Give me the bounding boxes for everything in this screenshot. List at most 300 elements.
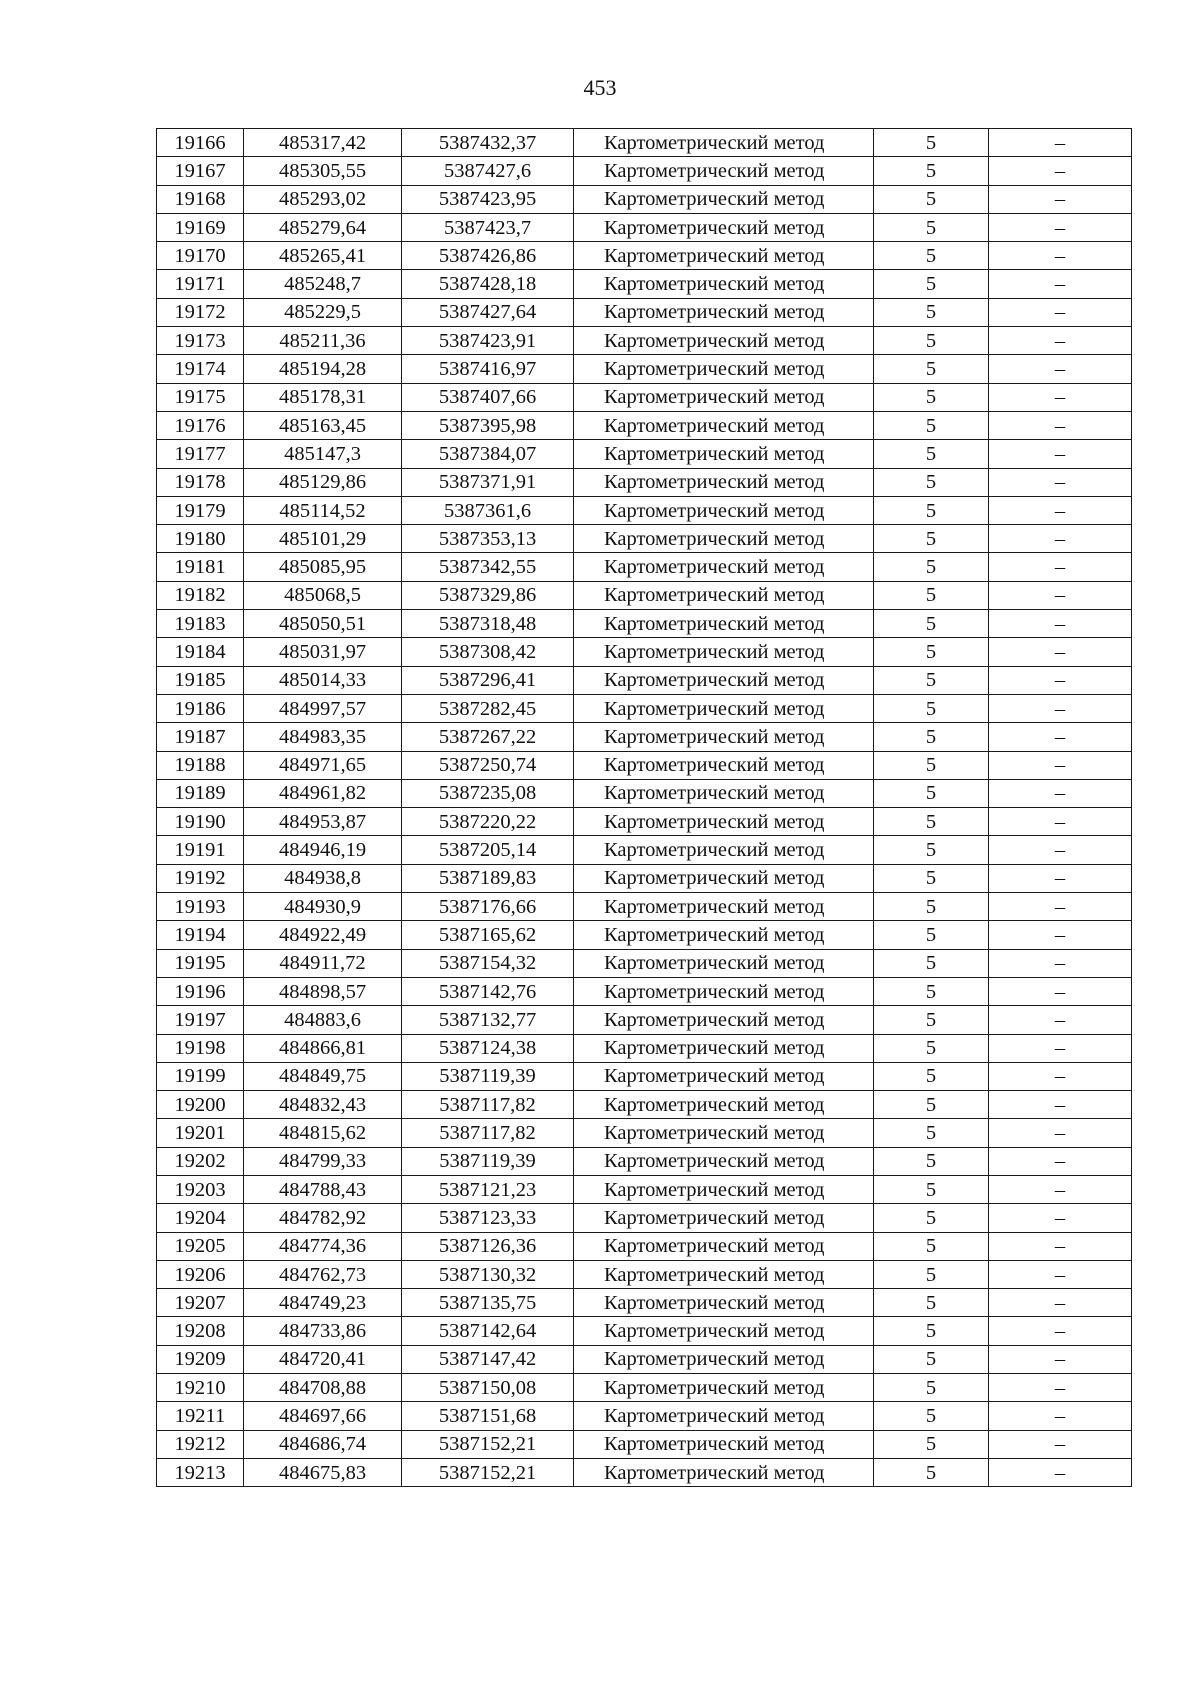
point-number-cell: 19209 bbox=[157, 1345, 244, 1373]
x-coordinate-cell: 485279,64 bbox=[244, 213, 402, 241]
x-coordinate-cell: 484961,82 bbox=[244, 779, 402, 807]
note-cell: – bbox=[989, 129, 1132, 157]
table-row bbox=[157, 411, 1132, 439]
precision-cell: 5 bbox=[874, 751, 989, 779]
method-cell: Картометрический метод bbox=[574, 1458, 874, 1486]
x-coordinate-cell: 484971,65 bbox=[244, 751, 402, 779]
point-number-cell: 19175 bbox=[157, 383, 244, 411]
note-cell: – bbox=[989, 270, 1132, 298]
table-row bbox=[157, 638, 1132, 666]
table-row bbox=[157, 327, 1132, 355]
precision-cell: 5 bbox=[874, 779, 989, 807]
x-coordinate-cell: 484762,73 bbox=[244, 1260, 402, 1288]
x-coordinate-cell: 484799,33 bbox=[244, 1147, 402, 1175]
x-coordinate-cell: 484774,36 bbox=[244, 1232, 402, 1260]
y-coordinate-cell: 5387416,97 bbox=[402, 355, 574, 383]
x-coordinate-cell: 484866,81 bbox=[244, 1034, 402, 1062]
method-cell: Картометрический метод bbox=[574, 213, 874, 241]
y-coordinate-cell: 5387395,98 bbox=[402, 411, 574, 439]
point-number-cell: 19176 bbox=[157, 411, 244, 439]
note-cell: – bbox=[989, 1175, 1132, 1203]
method-cell: Картометрический метод bbox=[574, 1289, 874, 1317]
table-row bbox=[157, 723, 1132, 751]
x-coordinate-cell: 485211,36 bbox=[244, 327, 402, 355]
table-row bbox=[157, 694, 1132, 722]
table-row bbox=[157, 666, 1132, 694]
table-row bbox=[157, 270, 1132, 298]
y-coordinate-cell: 5387361,6 bbox=[402, 496, 574, 524]
point-number-cell: 19170 bbox=[157, 242, 244, 270]
point-number-cell: 19168 bbox=[157, 185, 244, 213]
note-cell: – bbox=[989, 949, 1132, 977]
method-cell: Картометрический метод bbox=[574, 694, 874, 722]
precision-cell: 5 bbox=[874, 949, 989, 977]
coordinates-table bbox=[156, 128, 1132, 1487]
x-coordinate-cell: 485101,29 bbox=[244, 525, 402, 553]
x-coordinate-cell: 484749,23 bbox=[244, 1289, 402, 1317]
point-number-cell: 19201 bbox=[157, 1119, 244, 1147]
precision-cell: 5 bbox=[874, 1260, 989, 1288]
precision-cell: 5 bbox=[874, 610, 989, 638]
table-row bbox=[157, 129, 1132, 157]
table-row bbox=[157, 496, 1132, 524]
method-cell: Картометрический метод bbox=[574, 468, 874, 496]
precision-cell: 5 bbox=[874, 1147, 989, 1175]
point-number-cell: 19167 bbox=[157, 157, 244, 185]
x-coordinate-cell: 484733,86 bbox=[244, 1317, 402, 1345]
method-cell: Картометрический метод bbox=[574, 779, 874, 807]
x-coordinate-cell: 485031,97 bbox=[244, 638, 402, 666]
precision-cell: 5 bbox=[874, 129, 989, 157]
precision-cell: 5 bbox=[874, 638, 989, 666]
note-cell: – bbox=[989, 1458, 1132, 1486]
note-cell: – bbox=[989, 1317, 1132, 1345]
table-row bbox=[157, 213, 1132, 241]
point-number-cell: 19180 bbox=[157, 525, 244, 553]
table-row bbox=[157, 977, 1132, 1005]
x-coordinate-cell: 485147,3 bbox=[244, 440, 402, 468]
point-number-cell: 19194 bbox=[157, 921, 244, 949]
method-cell: Картометрический метод bbox=[574, 921, 874, 949]
method-cell: Картометрический метод bbox=[574, 836, 874, 864]
method-cell: Картометрический метод bbox=[574, 1147, 874, 1175]
x-coordinate-cell: 484849,75 bbox=[244, 1062, 402, 1090]
note-cell: – bbox=[989, 1006, 1132, 1034]
method-cell: Картометрический метод bbox=[574, 977, 874, 1005]
method-cell: Картометрический метод bbox=[574, 864, 874, 892]
precision-cell: 5 bbox=[874, 411, 989, 439]
point-number-cell: 19184 bbox=[157, 638, 244, 666]
y-coordinate-cell: 5387176,66 bbox=[402, 893, 574, 921]
method-cell: Картометрический метод bbox=[574, 1062, 874, 1090]
table-row bbox=[157, 1034, 1132, 1062]
method-cell: Картометрический метод bbox=[574, 298, 874, 326]
y-coordinate-cell: 5387235,08 bbox=[402, 779, 574, 807]
point-number-cell: 19178 bbox=[157, 468, 244, 496]
y-coordinate-cell: 5387142,64 bbox=[402, 1317, 574, 1345]
note-cell: – bbox=[989, 779, 1132, 807]
note-cell: – bbox=[989, 1147, 1132, 1175]
point-number-cell: 19212 bbox=[157, 1430, 244, 1458]
precision-cell: 5 bbox=[874, 383, 989, 411]
precision-cell: 5 bbox=[874, 440, 989, 468]
point-number-cell: 19207 bbox=[157, 1289, 244, 1317]
x-coordinate-cell: 484983,35 bbox=[244, 723, 402, 751]
note-cell: – bbox=[989, 893, 1132, 921]
precision-cell: 5 bbox=[874, 836, 989, 864]
y-coordinate-cell: 5387135,75 bbox=[402, 1289, 574, 1317]
note-cell: – bbox=[989, 411, 1132, 439]
precision-cell: 5 bbox=[874, 808, 989, 836]
precision-cell: 5 bbox=[874, 921, 989, 949]
point-number-cell: 19191 bbox=[157, 836, 244, 864]
note-cell: – bbox=[989, 496, 1132, 524]
x-coordinate-cell: 484788,43 bbox=[244, 1175, 402, 1203]
point-number-cell: 19190 bbox=[157, 808, 244, 836]
method-cell: Картометрический метод bbox=[574, 553, 874, 581]
precision-cell: 5 bbox=[874, 1119, 989, 1147]
method-cell: Картометрический метод bbox=[574, 581, 874, 609]
method-cell: Картометрический метод bbox=[574, 949, 874, 977]
precision-cell: 5 bbox=[874, 553, 989, 581]
table-row bbox=[157, 610, 1132, 638]
point-number-cell: 19179 bbox=[157, 496, 244, 524]
point-number-cell: 19193 bbox=[157, 893, 244, 921]
y-coordinate-cell: 5387384,07 bbox=[402, 440, 574, 468]
point-number-cell: 19196 bbox=[157, 977, 244, 1005]
note-cell: – bbox=[989, 1345, 1132, 1373]
point-number-cell: 19186 bbox=[157, 694, 244, 722]
point-number-cell: 19206 bbox=[157, 1260, 244, 1288]
x-coordinate-cell: 485293,02 bbox=[244, 185, 402, 213]
precision-cell: 5 bbox=[874, 496, 989, 524]
note-cell: – bbox=[989, 694, 1132, 722]
method-cell: Картометрический метод bbox=[574, 185, 874, 213]
x-coordinate-cell: 484997,57 bbox=[244, 694, 402, 722]
x-coordinate-cell: 485068,5 bbox=[244, 581, 402, 609]
y-coordinate-cell: 5387426,86 bbox=[402, 242, 574, 270]
note-cell: – bbox=[989, 1062, 1132, 1090]
table-row bbox=[157, 1091, 1132, 1119]
note-cell: – bbox=[989, 327, 1132, 355]
x-coordinate-cell: 484946,19 bbox=[244, 836, 402, 864]
method-cell: Картометрический метод bbox=[574, 1119, 874, 1147]
y-coordinate-cell: 5387267,22 bbox=[402, 723, 574, 751]
x-coordinate-cell: 485014,33 bbox=[244, 666, 402, 694]
method-cell: Картометрический метод bbox=[574, 525, 874, 553]
y-coordinate-cell: 5387117,82 bbox=[402, 1119, 574, 1147]
note-cell: – bbox=[989, 1034, 1132, 1062]
y-coordinate-cell: 5387329,86 bbox=[402, 581, 574, 609]
table-row bbox=[157, 440, 1132, 468]
y-coordinate-cell: 5387423,95 bbox=[402, 185, 574, 213]
y-coordinate-cell: 5387428,18 bbox=[402, 270, 574, 298]
note-cell: – bbox=[989, 525, 1132, 553]
note-cell: – bbox=[989, 581, 1132, 609]
table-row bbox=[157, 1260, 1132, 1288]
y-coordinate-cell: 5387152,21 bbox=[402, 1458, 574, 1486]
method-cell: Картометрический метод bbox=[574, 610, 874, 638]
y-coordinate-cell: 5387371,91 bbox=[402, 468, 574, 496]
point-number-cell: 19208 bbox=[157, 1317, 244, 1345]
table-row bbox=[157, 468, 1132, 496]
point-number-cell: 19211 bbox=[157, 1402, 244, 1430]
table-row bbox=[157, 553, 1132, 581]
table-row bbox=[157, 1345, 1132, 1373]
note-cell: – bbox=[989, 1204, 1132, 1232]
x-coordinate-cell: 484883,6 bbox=[244, 1006, 402, 1034]
x-coordinate-cell: 484832,43 bbox=[244, 1091, 402, 1119]
point-number-cell: 19199 bbox=[157, 1062, 244, 1090]
precision-cell: 5 bbox=[874, 157, 989, 185]
table-row bbox=[157, 864, 1132, 892]
y-coordinate-cell: 5387308,42 bbox=[402, 638, 574, 666]
y-coordinate-cell: 5387132,77 bbox=[402, 1006, 574, 1034]
note-cell: – bbox=[989, 751, 1132, 779]
precision-cell: 5 bbox=[874, 1402, 989, 1430]
point-number-cell: 19183 bbox=[157, 610, 244, 638]
point-number-cell: 19187 bbox=[157, 723, 244, 751]
x-coordinate-cell: 485085,95 bbox=[244, 553, 402, 581]
x-coordinate-cell: 484686,74 bbox=[244, 1430, 402, 1458]
note-cell: – bbox=[989, 836, 1132, 864]
table-row bbox=[157, 921, 1132, 949]
table-row bbox=[157, 1289, 1132, 1317]
table-row bbox=[157, 1458, 1132, 1486]
x-coordinate-cell: 484953,87 bbox=[244, 808, 402, 836]
method-cell: Картометрический метод bbox=[574, 1260, 874, 1288]
y-coordinate-cell: 5387423,7 bbox=[402, 213, 574, 241]
method-cell: Картометрический метод bbox=[574, 1232, 874, 1260]
x-coordinate-cell: 484675,83 bbox=[244, 1458, 402, 1486]
y-coordinate-cell: 5387147,42 bbox=[402, 1345, 574, 1373]
precision-cell: 5 bbox=[874, 1374, 989, 1402]
table-row bbox=[157, 1402, 1132, 1430]
method-cell: Картометрический метод bbox=[574, 270, 874, 298]
y-coordinate-cell: 5387151,68 bbox=[402, 1402, 574, 1430]
y-coordinate-cell: 5387123,33 bbox=[402, 1204, 574, 1232]
y-coordinate-cell: 5387423,91 bbox=[402, 327, 574, 355]
point-number-cell: 19189 bbox=[157, 779, 244, 807]
note-cell: – bbox=[989, 1091, 1132, 1119]
precision-cell: 5 bbox=[874, 1430, 989, 1458]
point-number-cell: 19185 bbox=[157, 666, 244, 694]
method-cell: Картометрический метод bbox=[574, 1345, 874, 1373]
x-coordinate-cell: 484930,9 bbox=[244, 893, 402, 921]
x-coordinate-cell: 485050,51 bbox=[244, 610, 402, 638]
point-number-cell: 19174 bbox=[157, 355, 244, 383]
x-coordinate-cell: 484720,41 bbox=[244, 1345, 402, 1373]
table-row bbox=[157, 1374, 1132, 1402]
x-coordinate-cell: 484911,72 bbox=[244, 949, 402, 977]
note-cell: – bbox=[989, 1289, 1132, 1317]
y-coordinate-cell: 5387152,21 bbox=[402, 1430, 574, 1458]
table-row bbox=[157, 1175, 1132, 1203]
note-cell: – bbox=[989, 666, 1132, 694]
y-coordinate-cell: 5387205,14 bbox=[402, 836, 574, 864]
y-coordinate-cell: 5387432,37 bbox=[402, 129, 574, 157]
method-cell: Картометрический метод bbox=[574, 1317, 874, 1345]
note-cell: – bbox=[989, 213, 1132, 241]
point-number-cell: 19181 bbox=[157, 553, 244, 581]
point-number-cell: 19173 bbox=[157, 327, 244, 355]
x-coordinate-cell: 485178,31 bbox=[244, 383, 402, 411]
method-cell: Картометрический метод bbox=[574, 1402, 874, 1430]
y-coordinate-cell: 5387318,48 bbox=[402, 610, 574, 638]
table-row bbox=[157, 581, 1132, 609]
x-coordinate-cell: 484815,62 bbox=[244, 1119, 402, 1147]
note-cell: – bbox=[989, 468, 1132, 496]
table-row bbox=[157, 1147, 1132, 1175]
point-number-cell: 19171 bbox=[157, 270, 244, 298]
method-cell: Картометрический метод bbox=[574, 157, 874, 185]
precision-cell: 5 bbox=[874, 694, 989, 722]
precision-cell: 5 bbox=[874, 1006, 989, 1034]
y-coordinate-cell: 5387117,82 bbox=[402, 1091, 574, 1119]
y-coordinate-cell: 5387119,39 bbox=[402, 1062, 574, 1090]
table-row bbox=[157, 1062, 1132, 1090]
x-coordinate-cell: 485129,86 bbox=[244, 468, 402, 496]
precision-cell: 5 bbox=[874, 1458, 989, 1486]
precision-cell: 5 bbox=[874, 327, 989, 355]
x-coordinate-cell: 485114,52 bbox=[244, 496, 402, 524]
note-cell: – bbox=[989, 440, 1132, 468]
point-number-cell: 19203 bbox=[157, 1175, 244, 1203]
x-coordinate-cell: 484938,8 bbox=[244, 864, 402, 892]
x-coordinate-cell: 485163,45 bbox=[244, 411, 402, 439]
y-coordinate-cell: 5387130,32 bbox=[402, 1260, 574, 1288]
method-cell: Картометрический метод bbox=[574, 383, 874, 411]
note-cell: – bbox=[989, 242, 1132, 270]
note-cell: – bbox=[989, 1402, 1132, 1430]
method-cell: Картометрический метод bbox=[574, 1091, 874, 1119]
precision-cell: 5 bbox=[874, 355, 989, 383]
point-number-cell: 19205 bbox=[157, 1232, 244, 1260]
y-coordinate-cell: 5387126,36 bbox=[402, 1232, 574, 1260]
point-number-cell: 19197 bbox=[157, 1006, 244, 1034]
table-row bbox=[157, 1006, 1132, 1034]
table-row bbox=[157, 525, 1132, 553]
note-cell: – bbox=[989, 864, 1132, 892]
table-row bbox=[157, 836, 1132, 864]
precision-cell: 5 bbox=[874, 1034, 989, 1062]
note-cell: – bbox=[989, 383, 1132, 411]
method-cell: Картометрический метод bbox=[574, 242, 874, 270]
method-cell: Картометрический метод bbox=[574, 1006, 874, 1034]
precision-cell: 5 bbox=[874, 468, 989, 496]
precision-cell: 5 bbox=[874, 213, 989, 241]
y-coordinate-cell: 5387154,32 bbox=[402, 949, 574, 977]
table-row bbox=[157, 808, 1132, 836]
precision-cell: 5 bbox=[874, 298, 989, 326]
x-coordinate-cell: 484708,88 bbox=[244, 1374, 402, 1402]
y-coordinate-cell: 5387296,41 bbox=[402, 666, 574, 694]
table-row bbox=[157, 185, 1132, 213]
y-coordinate-cell: 5387353,13 bbox=[402, 525, 574, 553]
note-cell: – bbox=[989, 157, 1132, 185]
precision-cell: 5 bbox=[874, 1091, 989, 1119]
precision-cell: 5 bbox=[874, 723, 989, 751]
method-cell: Картометрический метод bbox=[574, 808, 874, 836]
y-coordinate-cell: 5387142,76 bbox=[402, 977, 574, 1005]
point-number-cell: 19172 bbox=[157, 298, 244, 326]
table-row bbox=[157, 1232, 1132, 1260]
precision-cell: 5 bbox=[874, 242, 989, 270]
table-row bbox=[157, 1430, 1132, 1458]
x-coordinate-cell: 484782,92 bbox=[244, 1204, 402, 1232]
method-cell: Картометрический метод bbox=[574, 1430, 874, 1458]
method-cell: Картометрический метод bbox=[574, 893, 874, 921]
method-cell: Картометрический метод bbox=[574, 638, 874, 666]
table-row bbox=[157, 355, 1132, 383]
y-coordinate-cell: 5387220,22 bbox=[402, 808, 574, 836]
y-coordinate-cell: 5387121,23 bbox=[402, 1175, 574, 1203]
precision-cell: 5 bbox=[874, 525, 989, 553]
table-row bbox=[157, 1204, 1132, 1232]
y-coordinate-cell: 5387119,39 bbox=[402, 1147, 574, 1175]
x-coordinate-cell: 484922,49 bbox=[244, 921, 402, 949]
table-row bbox=[157, 893, 1132, 921]
precision-cell: 5 bbox=[874, 1062, 989, 1090]
method-cell: Картометрический метод bbox=[574, 440, 874, 468]
point-number-cell: 19195 bbox=[157, 949, 244, 977]
y-coordinate-cell: 5387124,38 bbox=[402, 1034, 574, 1062]
table-row bbox=[157, 751, 1132, 779]
point-number-cell: 19198 bbox=[157, 1034, 244, 1062]
note-cell: – bbox=[989, 1374, 1132, 1402]
table-row bbox=[157, 1317, 1132, 1345]
x-coordinate-cell: 485317,42 bbox=[244, 129, 402, 157]
precision-cell: 5 bbox=[874, 1175, 989, 1203]
y-coordinate-cell: 5387342,55 bbox=[402, 553, 574, 581]
method-cell: Картометрический метод bbox=[574, 355, 874, 383]
point-number-cell: 19192 bbox=[157, 864, 244, 892]
table-row bbox=[157, 1119, 1132, 1147]
y-coordinate-cell: 5387165,62 bbox=[402, 921, 574, 949]
table-row bbox=[157, 242, 1132, 270]
x-coordinate-cell: 485305,55 bbox=[244, 157, 402, 185]
method-cell: Картометрический метод bbox=[574, 751, 874, 779]
method-cell: Картометрический метод bbox=[574, 1175, 874, 1203]
note-cell: – bbox=[989, 1260, 1132, 1288]
precision-cell: 5 bbox=[874, 666, 989, 694]
point-number-cell: 19213 bbox=[157, 1458, 244, 1486]
precision-cell: 5 bbox=[874, 270, 989, 298]
precision-cell: 5 bbox=[874, 1232, 989, 1260]
x-coordinate-cell: 485248,7 bbox=[244, 270, 402, 298]
point-number-cell: 19166 bbox=[157, 129, 244, 157]
method-cell: Картометрический метод bbox=[574, 327, 874, 355]
precision-cell: 5 bbox=[874, 893, 989, 921]
coordinates-table-body bbox=[157, 129, 1132, 1487]
y-coordinate-cell: 5387427,6 bbox=[402, 157, 574, 185]
point-number-cell: 19204 bbox=[157, 1204, 244, 1232]
point-number-cell: 19202 bbox=[157, 1147, 244, 1175]
note-cell: – bbox=[989, 298, 1132, 326]
note-cell: – bbox=[989, 808, 1132, 836]
method-cell: Картометрический метод bbox=[574, 1204, 874, 1232]
method-cell: Картометрический метод bbox=[574, 723, 874, 751]
note-cell: – bbox=[989, 1430, 1132, 1458]
note-cell: – bbox=[989, 610, 1132, 638]
point-number-cell: 19200 bbox=[157, 1091, 244, 1119]
table-row bbox=[157, 298, 1132, 326]
method-cell: Картометрический метод bbox=[574, 129, 874, 157]
point-number-cell: 19169 bbox=[157, 213, 244, 241]
method-cell: Картометрический метод bbox=[574, 496, 874, 524]
note-cell: – bbox=[989, 723, 1132, 751]
method-cell: Картометрический метод bbox=[574, 1374, 874, 1402]
